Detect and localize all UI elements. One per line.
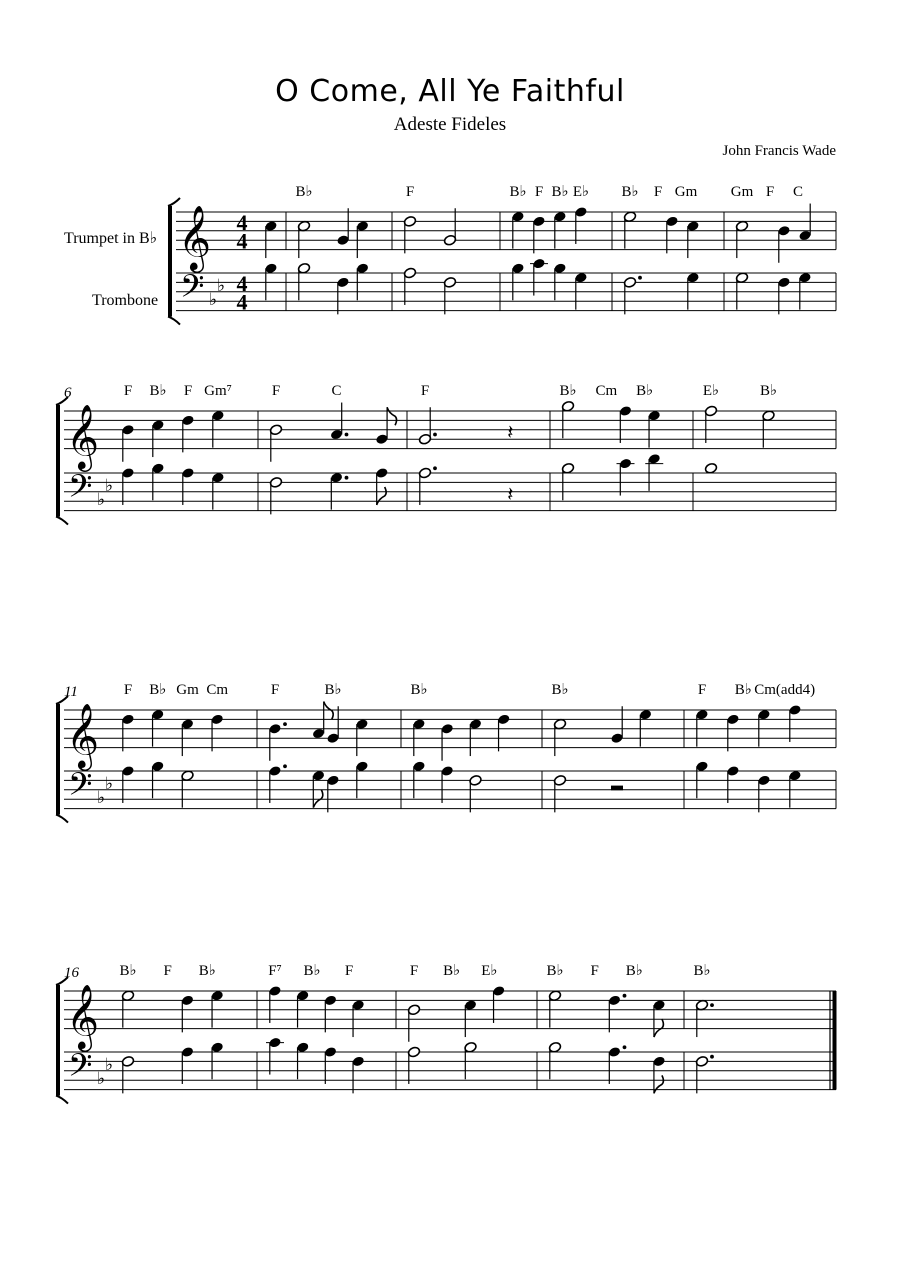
score-system xyxy=(64,383,836,514)
note xyxy=(492,985,506,1023)
note xyxy=(623,276,642,315)
note xyxy=(297,220,311,258)
note xyxy=(355,718,369,756)
chord-symbol: F xyxy=(534,184,544,200)
chord-symbol: B♭ xyxy=(625,963,643,979)
chord-symbol: B♭ xyxy=(551,682,569,698)
flat-key-signature-icon: ♭ xyxy=(105,476,114,496)
note xyxy=(324,994,338,1032)
half-rest-icon xyxy=(611,786,623,791)
score-subtitle: Adeste Fideles xyxy=(393,114,507,135)
note xyxy=(211,472,225,510)
note xyxy=(726,765,740,803)
note xyxy=(553,718,567,756)
note xyxy=(553,774,567,812)
note xyxy=(121,467,135,505)
note xyxy=(268,764,287,803)
chord-symbol: F xyxy=(344,963,354,979)
trombone-staff xyxy=(64,768,836,810)
measure xyxy=(509,184,589,310)
chord-symbol: F xyxy=(590,963,599,979)
note xyxy=(610,706,624,744)
trombone-staff xyxy=(64,1049,836,1091)
note xyxy=(351,1055,365,1093)
note xyxy=(686,272,700,310)
note xyxy=(469,774,483,812)
note xyxy=(356,262,370,300)
note xyxy=(326,774,340,812)
score-title: O Come, All Ye Faithful xyxy=(275,74,625,109)
note xyxy=(151,709,165,747)
note xyxy=(574,206,588,244)
chord-symbol: C xyxy=(792,184,804,200)
bass-clef-icon: 𝄢 xyxy=(68,768,93,811)
chord-symbol: F xyxy=(123,682,133,698)
measure xyxy=(121,383,232,510)
flat-key-signature-icon: ♭ xyxy=(97,490,106,510)
measure xyxy=(264,220,278,300)
instrument-label-trumpet: Trumpet in B♭ xyxy=(64,230,158,247)
flat-key-signature-icon: ♭ xyxy=(105,774,114,794)
chord-symbol: F xyxy=(163,963,172,979)
note xyxy=(266,1037,284,1075)
note xyxy=(665,215,679,253)
flat-key-signature-icon: ♭ xyxy=(217,276,226,296)
note xyxy=(296,990,310,1028)
chord-symbol: B♭ xyxy=(759,383,778,399)
note xyxy=(561,462,575,500)
treble-clef-icon: 𝄞 xyxy=(66,705,100,768)
note xyxy=(443,276,457,314)
note xyxy=(181,1046,195,1084)
note xyxy=(121,424,135,462)
chord-symbol: B♭ xyxy=(621,184,639,200)
quarter-rest-icon: 𝄽 xyxy=(507,422,514,445)
note xyxy=(264,262,278,300)
note xyxy=(532,215,546,253)
flat-key-signature-icon: ♭ xyxy=(209,290,218,310)
note xyxy=(695,999,714,1037)
note xyxy=(375,467,389,505)
measure xyxy=(121,682,228,808)
note xyxy=(464,1041,478,1079)
chord-symbol: B♭ xyxy=(149,682,167,698)
chord-symbol: F xyxy=(765,184,775,200)
flat-key-signature-icon: ♭ xyxy=(97,788,106,808)
note xyxy=(268,985,282,1023)
treble-clef-icon: 𝄞 xyxy=(178,207,212,270)
chord-symbol: B♭ xyxy=(149,383,167,399)
chord-symbol: F xyxy=(697,682,707,698)
score-system xyxy=(64,963,836,1093)
chord-symbol: B♭ xyxy=(559,383,577,399)
note xyxy=(412,760,426,798)
note xyxy=(777,225,791,263)
measure xyxy=(407,963,505,1084)
bass-clef-icon: 𝄢 xyxy=(180,270,205,313)
note xyxy=(211,410,225,448)
measure xyxy=(703,383,777,474)
trumpet-staff xyxy=(64,704,836,771)
chord-symbol: F xyxy=(271,383,281,399)
note xyxy=(704,405,718,443)
treble-clef-icon: 𝄞 xyxy=(66,406,100,469)
note xyxy=(312,702,333,740)
note xyxy=(757,709,771,747)
note xyxy=(639,709,653,747)
chord-symbol: Gm xyxy=(730,184,754,200)
note xyxy=(548,1041,562,1079)
note xyxy=(121,765,135,803)
note xyxy=(403,267,417,305)
note xyxy=(269,424,283,462)
note xyxy=(264,220,278,258)
note xyxy=(443,208,457,246)
chord-symbol: F xyxy=(653,184,663,200)
composer-credit: John Francis Wade xyxy=(722,143,836,159)
note xyxy=(356,220,370,258)
chord-symbol: E♭ xyxy=(481,963,498,979)
note xyxy=(695,760,709,798)
note xyxy=(121,990,135,1028)
note xyxy=(788,770,802,808)
note xyxy=(330,403,349,441)
chord-symbol: B♭ xyxy=(303,963,321,979)
note xyxy=(798,204,812,242)
note xyxy=(181,467,195,505)
measure-number: 11 xyxy=(64,684,78,700)
note xyxy=(735,220,749,258)
note xyxy=(497,713,511,751)
chord-symbol: B♭ xyxy=(410,682,428,698)
chord-symbol: B♭ xyxy=(636,383,654,399)
flat-key-signature-icon: ♭ xyxy=(105,1055,114,1075)
note xyxy=(777,276,791,314)
instrument-label-trombone: Trombone xyxy=(92,292,159,309)
measure-number: 16 xyxy=(64,965,79,981)
score-system xyxy=(176,184,836,315)
note xyxy=(530,258,548,296)
note xyxy=(210,713,224,751)
note xyxy=(798,272,812,310)
note xyxy=(511,211,525,249)
trombone-staff xyxy=(64,470,836,512)
chord-symbol: Cm xyxy=(595,383,618,399)
flat-key-signature-icon: ♭ xyxy=(97,1069,106,1089)
chord-symbol: B♭ xyxy=(509,184,527,200)
note xyxy=(686,220,700,258)
note xyxy=(561,400,575,438)
note xyxy=(151,760,165,798)
chord-symbol: F xyxy=(183,383,193,399)
note xyxy=(312,770,326,808)
trumpet-staff xyxy=(64,985,836,1052)
note xyxy=(181,414,195,452)
note xyxy=(412,718,426,756)
measure xyxy=(418,383,513,506)
note xyxy=(574,272,588,310)
note xyxy=(553,211,567,249)
chord-symbol: B♭ xyxy=(324,682,342,698)
trumpet-staff xyxy=(64,405,836,472)
note xyxy=(336,276,350,314)
time-signature-denominator: 4 xyxy=(236,228,248,254)
chord-symbol: Gm xyxy=(674,184,698,200)
chord-symbol: Gm⁷ xyxy=(204,383,232,399)
note xyxy=(181,718,195,756)
note xyxy=(652,1055,666,1093)
chord-symbol: F xyxy=(409,963,419,979)
note xyxy=(757,774,771,812)
chord-symbol: B♭ xyxy=(693,963,711,979)
quarter-rest-icon: 𝄽 xyxy=(507,484,514,507)
treble-clef-icon: 𝄞 xyxy=(66,986,100,1049)
note xyxy=(469,718,483,756)
note xyxy=(407,1004,421,1042)
chord-symbol: B♭ xyxy=(295,184,313,200)
note xyxy=(695,1055,714,1094)
chord-symbol: B♭ xyxy=(734,682,752,698)
note xyxy=(121,1055,135,1093)
note xyxy=(735,272,749,310)
note xyxy=(704,462,718,474)
note xyxy=(608,994,627,1033)
note xyxy=(762,410,776,448)
note xyxy=(151,419,165,457)
note xyxy=(268,722,287,761)
note xyxy=(355,760,369,798)
chord-symbol: F⁷ xyxy=(268,963,282,979)
chord-symbol: E♭ xyxy=(572,184,590,200)
chord-symbol: C xyxy=(331,383,342,399)
note xyxy=(403,215,417,253)
note xyxy=(151,462,165,500)
note xyxy=(324,1046,338,1084)
note xyxy=(645,453,663,491)
note xyxy=(788,704,802,742)
time-signature-numerator: 4 xyxy=(236,209,248,235)
note xyxy=(336,208,350,246)
note xyxy=(440,765,454,803)
chord-symbol: B♭ xyxy=(443,963,461,979)
chord-symbol: B♭ xyxy=(546,963,564,979)
note xyxy=(695,709,709,747)
note xyxy=(296,1041,310,1079)
note xyxy=(617,458,635,496)
note xyxy=(608,1045,627,1084)
note xyxy=(440,723,454,761)
note xyxy=(464,999,478,1037)
note xyxy=(181,994,195,1032)
note xyxy=(210,990,224,1028)
chord-symbol: F xyxy=(123,383,133,399)
note xyxy=(121,713,135,751)
note xyxy=(726,713,740,751)
chord-symbol: Cm xyxy=(206,682,229,698)
score-system xyxy=(64,682,836,812)
chord-symbol: B♭ xyxy=(551,184,569,200)
bass-clef-icon: 𝄢 xyxy=(68,470,93,513)
time-signature-numerator: 4 xyxy=(236,270,248,296)
chord-symbol: F xyxy=(420,383,430,399)
note xyxy=(181,770,195,808)
chord-symbol: F xyxy=(405,184,415,200)
note xyxy=(511,262,525,300)
chord-symbol: B♭ xyxy=(119,963,137,979)
note xyxy=(623,211,637,249)
note xyxy=(652,999,666,1037)
note xyxy=(619,405,633,443)
note xyxy=(548,990,562,1028)
note xyxy=(297,262,311,300)
note xyxy=(647,410,661,448)
time-signature-denominator: 4 xyxy=(236,289,248,315)
note xyxy=(210,1041,224,1079)
note xyxy=(553,262,567,300)
bass-clef-icon: 𝄢 xyxy=(68,1049,93,1092)
chord-symbol: F xyxy=(270,682,280,698)
note xyxy=(269,476,283,514)
note xyxy=(418,466,437,505)
note xyxy=(330,472,349,510)
note xyxy=(407,1046,421,1084)
chord-symbol: Cm(add4) xyxy=(754,682,816,698)
note xyxy=(351,999,365,1037)
chord-symbol: B♭ xyxy=(198,963,216,979)
measure-number: 6 xyxy=(64,385,72,401)
chord-symbol: Gm xyxy=(176,682,199,698)
chord-symbol: E♭ xyxy=(702,383,720,399)
